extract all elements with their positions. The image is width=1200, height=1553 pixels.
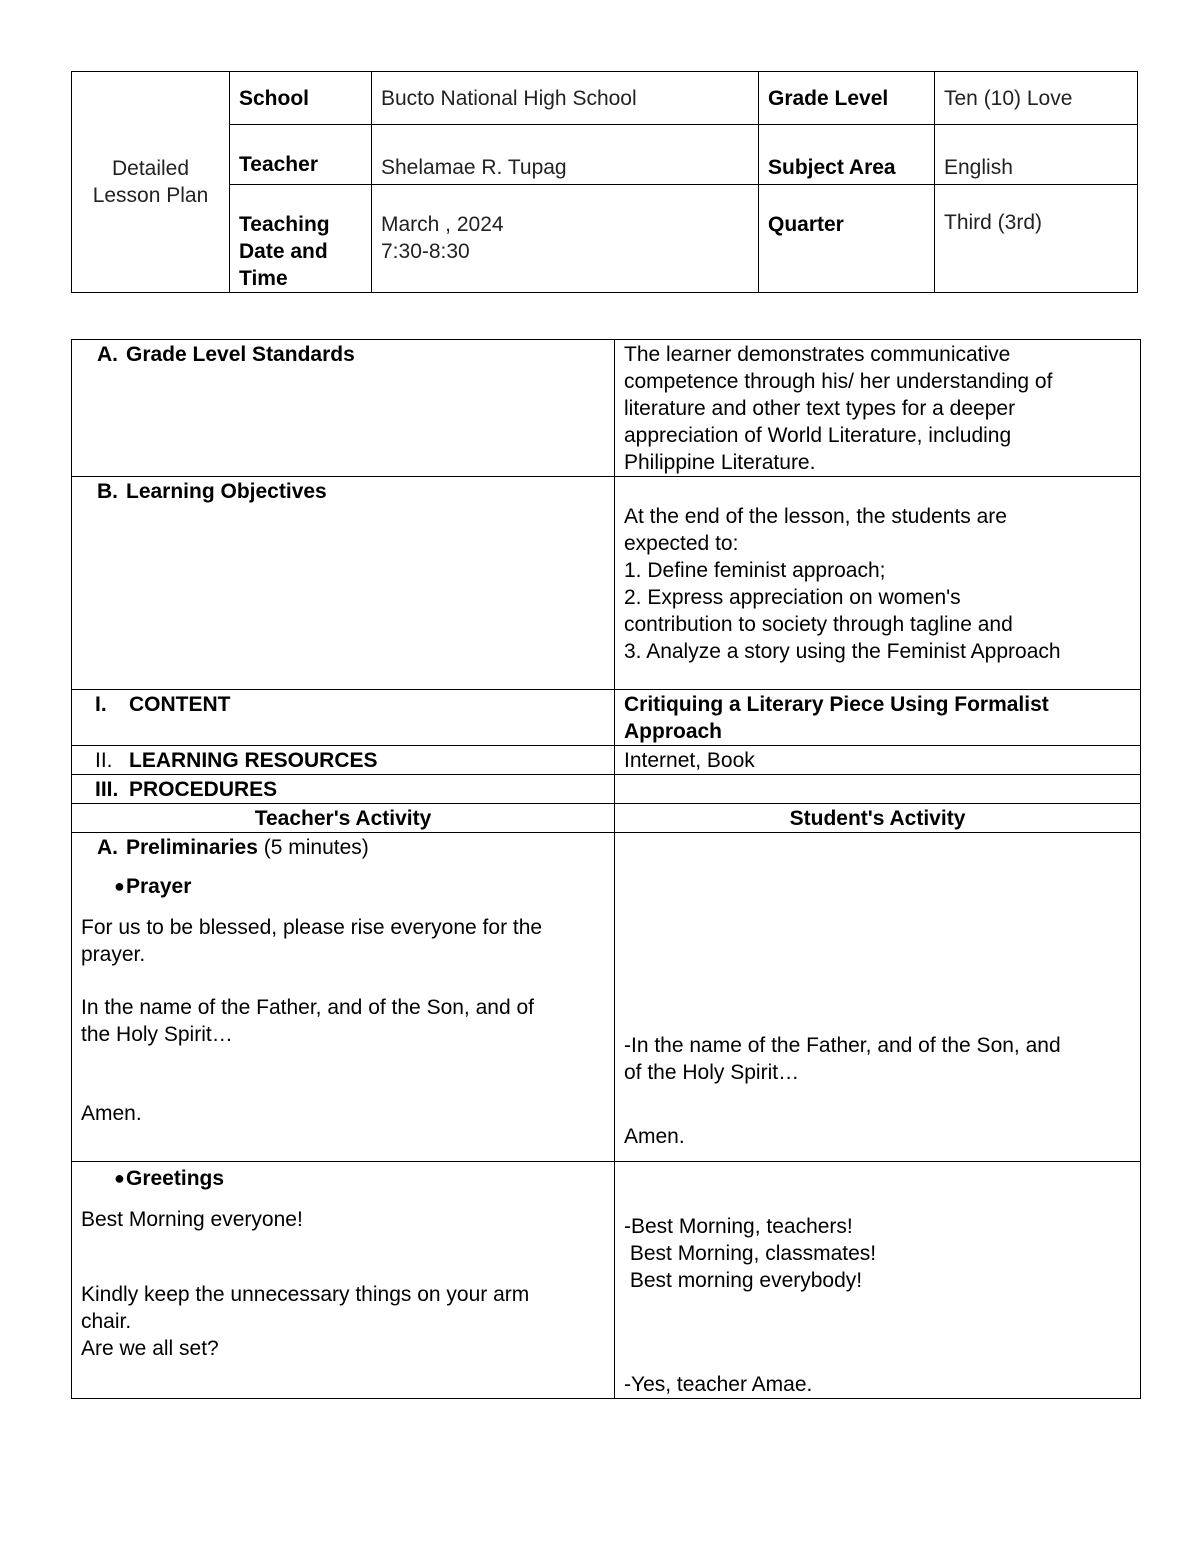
objectives-label: Learning Objectives	[126, 480, 327, 503]
bullet-icon: ●	[114, 876, 125, 896]
student-line: Best Morning, classmates!	[624, 1242, 877, 1265]
student-line: of the Holy Spirit…	[624, 1061, 800, 1084]
standards-value-cell	[615, 340, 1141, 477]
objectives-value-cell	[615, 477, 1141, 690]
standards-label: Grade Level Standards	[126, 343, 355, 366]
section-number: A.	[97, 836, 118, 859]
objectives-line: expected to:	[624, 532, 739, 555]
section-number: A.	[97, 343, 118, 366]
resources-label: LEARNING RESOURCES	[129, 749, 378, 772]
time-text: 7:30-8:30	[381, 240, 470, 263]
student-line: -Yes, teacher Amae.	[624, 1373, 813, 1396]
teacher-activity-header: Teacher's Activity	[72, 804, 615, 833]
grade-level-value: Ten (10) Love	[935, 72, 1138, 125]
quarter-label: Quarter	[759, 185, 935, 293]
lesson-plan-title-text: Detailed Lesson Plan	[92, 157, 209, 207]
content-label-cell	[72, 690, 615, 746]
student-line: Amen.	[624, 1125, 685, 1148]
grade-level-label: Grade Level	[759, 72, 935, 125]
preliminaries-label: Preliminaries	[126, 836, 258, 859]
section-number: B.	[97, 480, 118, 503]
standards-line: competence through his/ her understanding of	[624, 370, 1053, 393]
subject-area-value: English	[935, 125, 1138, 185]
quarter-value: Third (3rd)	[935, 185, 1138, 293]
content-value-line: Approach	[624, 720, 723, 743]
preliminaries-teacher-cell	[72, 833, 615, 1162]
teacher-line: Amen.	[81, 1102, 142, 1125]
date-label-line: Date and	[239, 240, 328, 263]
teaching-date-label	[230, 185, 372, 293]
date-text: March , 2024	[381, 213, 504, 236]
school-label: School	[230, 72, 372, 125]
student-line: Best morning everybody!	[624, 1269, 863, 1292]
greetings-teacher-cell	[72, 1162, 615, 1399]
procedures-label-cell	[72, 775, 615, 804]
prayer-label: Prayer	[126, 875, 192, 898]
teacher-label: Teacher	[230, 125, 372, 185]
date-label-line: Time	[239, 267, 288, 290]
teaching-date-value	[372, 185, 759, 293]
student-activity-header: Student's Activity	[615, 804, 1141, 833]
objectives-line: At the end of the lesson, the students are	[624, 505, 1007, 528]
teacher-line: In the name of the Father, and of the Son, and of	[81, 996, 534, 1019]
teacher-line: chair.	[81, 1310, 132, 1333]
standards-line: literature and other text types for a deeper	[624, 397, 1016, 420]
content-value-line: Critiquing a Literary Piece Using Formalist	[624, 693, 1049, 716]
lesson-body-table	[71, 339, 1141, 1399]
procedures-value-cell	[615, 775, 1141, 804]
objectives-line: 1. Define feminist approach;	[624, 559, 886, 582]
standards-line: Philippine Literature.	[624, 451, 816, 474]
student-line: -Best Morning, teachers!	[624, 1215, 853, 1238]
section-number: I.	[95, 693, 107, 716]
objectives-label-cell	[72, 477, 615, 690]
resources-label-cell	[72, 746, 615, 775]
greetings-label: Greetings	[126, 1167, 225, 1190]
objectives-line: contribution to society through tagline and	[624, 613, 1013, 636]
teacher-line: Best Morning everyone!	[81, 1208, 303, 1231]
teacher-line: Kindly keep the unnecessary things on your arm	[81, 1283, 530, 1306]
lesson-plan-title	[72, 72, 230, 293]
standards-line: The learner demonstrates communicative	[624, 343, 1011, 366]
bullet-icon: ●	[114, 1168, 125, 1188]
teacher-value: Shelamae R. Tupag	[372, 125, 759, 185]
content-value-cell	[615, 690, 1141, 746]
standards-label-cell	[72, 340, 615, 477]
preliminaries-duration: (5 minutes)	[263, 836, 369, 859]
lesson-header-table	[71, 71, 1138, 293]
school-value: Bucto National High School	[372, 72, 759, 125]
section-number: II.	[95, 749, 113, 772]
teacher-line: prayer.	[81, 943, 146, 966]
procedures-label: PROCEDURES	[129, 778, 278, 801]
standards-line: appreciation of World Literature, including	[624, 424, 1012, 447]
content-label: CONTENT	[129, 693, 231, 716]
greetings-student-cell	[615, 1162, 1141, 1399]
date-label-line: Teaching	[239, 213, 330, 236]
preliminaries-student-cell	[615, 833, 1141, 1162]
objectives-line: 3. Analyze a story using the Feminist Approach	[624, 640, 1061, 663]
resources-value-cell: Internet, Book	[615, 746, 1141, 775]
subject-area-label: Subject Area	[759, 125, 935, 185]
section-number: III.	[95, 778, 119, 801]
teacher-line: For us to be blessed, please rise everyone for the	[81, 916, 543, 939]
objectives-line: 2. Express appreciation on women's	[624, 586, 961, 609]
teacher-line: Are we all set?	[81, 1337, 219, 1360]
student-line: -In the name of the Father, and of the Son, and	[624, 1034, 1061, 1057]
teacher-line: the Holy Spirit…	[81, 1023, 233, 1046]
